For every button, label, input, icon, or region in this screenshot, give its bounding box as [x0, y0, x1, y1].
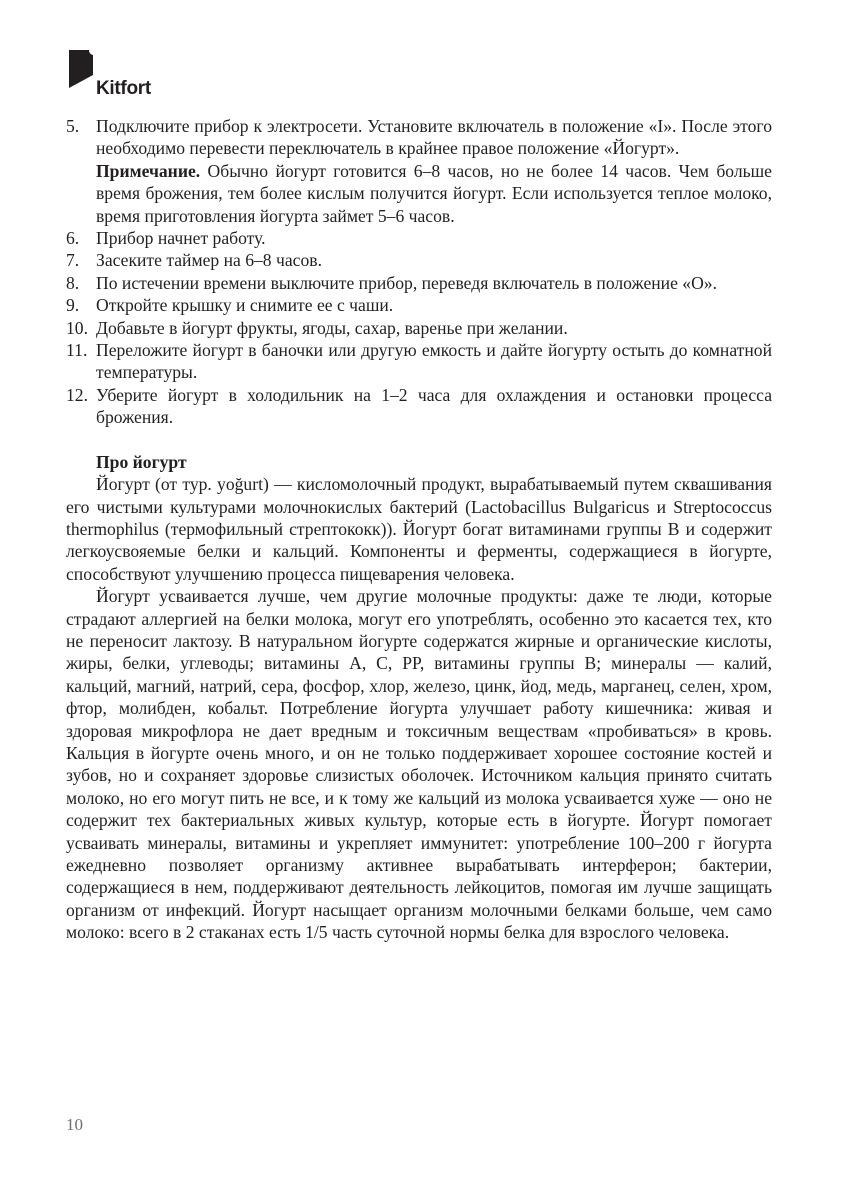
step-text: Засеките таймер на 6–8 часов.: [96, 250, 322, 271]
step-item: [66, 115, 772, 227]
note-label: Примечание.: [96, 160, 201, 181]
step-number: 7.: [66, 250, 80, 271]
step-number: 10.: [66, 317, 88, 338]
step-item: [66, 227, 772, 249]
note-text: Обычно йогурт готовится 6–8 часов, но не более 14 часов. Чем больше время брожения, тем более кислым получится йогурт. Если используется теплое молоко, время приготовления йогурта займет 5–6 часов.: [96, 160, 772, 226]
section-title: Про йогурт: [96, 451, 187, 472]
page-number: 10: [66, 1115, 83, 1134]
section-paragraph: Йогурт (от тур. yoğurt) — кисломолочный продукт, вырабатываемый путем сквашивания его чистыми культурами молочнокислых бактерий (Lactobacillus Bulgaricus и Streptococcus thermophilus (термофильный стрептококк)). Йогурт богат витаминами группы B и содержит легкоусвояемые белки и кальций. Компоненты и ферменты, содержащиеся в йогурте, способствуют улучшению процесса пищеварения человека.: [66, 474, 772, 584]
step-item: [66, 384, 772, 429]
step-number: 6.: [66, 228, 80, 249]
step-text: Подключите прибор к электросети. Установите включатель в положение «I». После этого необходимо перевести переключатель в крайнее правое положение «Йогурт».: [96, 116, 772, 159]
step-number: 5.: [66, 116, 80, 136]
step-item: [66, 249, 772, 271]
instruction-steps: [66, 115, 772, 429]
step-item: [66, 317, 772, 339]
step-item: [66, 294, 772, 316]
step-text: Добавьте в йогурт фрукты, ягоды, сахар, варенье при желании.: [96, 317, 568, 338]
step-number: 12.: [66, 384, 88, 405]
step-number: 8.: [66, 272, 80, 293]
step-text: По истечении времени выключите прибор, переведя включатель в положение «O».: [96, 272, 717, 293]
section-paragraph: Йогурт усваивается лучше, чем другие молочные продукты: даже те люди, которые страдают аллергией на белки молока, могут его употреблять, особенно это касается тех, кто не переносит лактозу. В натуральном йогурте содержатся жирные и органические кислоты, жиры, белки, углеводы; витамины A, C, PP, витамины группы B; минералы — калий, кальций, магний, натрий, сера, фосфор, хлор, железо, цинк, йод, медь, марганец, селен, хром, фтор, молибден, кобальт. Потребление йогурта улучшает работу кишечника: живая и здоровая микрофлора не дает вредным и токсичным веществам «пробиваться» в кровь. Кальция в йогурте очень много, и он не только поддерживает хорошее состояние костей и зубов, но и сохраняет здоровье слизистых оболочек. Источником кальция принято считать молоко, но его могут пить не все, и к тому же кальций из молока усваивается хуже — оно не содержит тех бактериальных живых культур, которые есть в йогурте. Йогурт помогает усваивать минералы, витамины и укрепляет иммунитет: употребление 100–200 г йогурта ежедневно позволяет организму активнее вырабатывать интерферон; бактерии, содержащиеся в нем, поддерживают деятельность лейкоцитов, помогая им лучше защищать организм от инфекций. Йогурт насыщает организм молочными белками больше, чем само молоко: всего в 2 стаканах есть 1/5 часть суточной нормы белка для взрослого человека.: [66, 586, 772, 943]
step-text: Откройте крышку и снимите ее с чаши.: [96, 295, 394, 316]
kitfort-logo: [66, 47, 176, 103]
page-content: [66, 115, 772, 944]
logo-wordmark: Kitfort: [96, 78, 151, 99]
step-item: [66, 272, 772, 294]
step-text: Прибор начнет работу.: [96, 228, 266, 249]
step-text: Переложите йогурт в баночки или другую емкость и дайте йогурту остыть до комнатной температуры.: [96, 340, 772, 383]
step-number: 11.: [66, 340, 88, 361]
step-item: [66, 339, 772, 384]
step-text: Уберите йогурт в холодильник на 1–2 часа для охлаждения и остановки процесса брожения.: [96, 384, 772, 428]
step-number: 9.: [66, 295, 80, 316]
kitfort-logo-icon: [66, 47, 96, 89]
